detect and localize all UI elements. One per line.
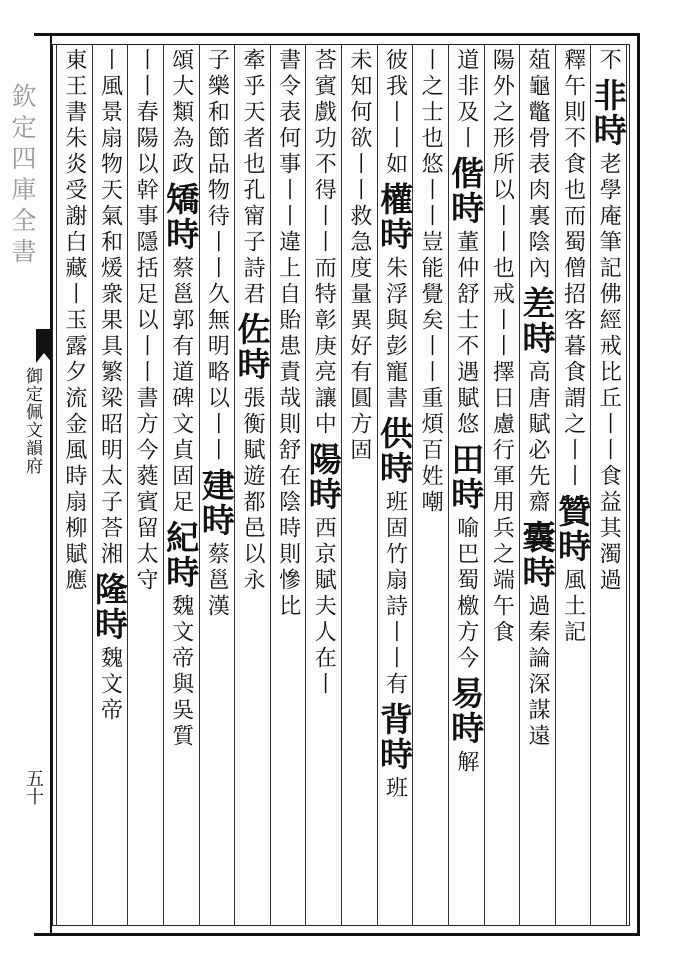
entry-text: 丨丨重煩百姓 bbox=[418, 334, 444, 490]
entry-headword: 陽時 bbox=[303, 442, 343, 512]
entry-text: 牽乎天者也孔甯子詩君 bbox=[239, 48, 265, 308]
entry-headword: 權時 bbox=[374, 182, 414, 252]
entry-text: 不 bbox=[596, 48, 622, 74]
entry-text: 慮行軍用兵之 bbox=[489, 412, 515, 568]
entry-text: 董仲舒士不遇賦悠 bbox=[453, 230, 479, 438]
entry-headword: 供時 bbox=[374, 416, 414, 486]
entry-text: 過秦論深謀遠 bbox=[524, 594, 550, 750]
text-column bbox=[51, 48, 97, 918]
entry-text: 固 bbox=[346, 438, 372, 464]
entry-text: 丨丨春陽 bbox=[133, 48, 159, 152]
entry-headword: 偕時 bbox=[446, 156, 486, 226]
book-title: 御定佩文韻府 bbox=[22, 367, 42, 475]
entry-text: 風土記 bbox=[560, 568, 586, 646]
entry-text: 班 bbox=[382, 776, 408, 802]
entry-text: 張衡賦遊都邑以永 bbox=[239, 386, 265, 594]
entry-text: 蔡邕漢 bbox=[204, 542, 230, 620]
entry-text: 荅賓戲功不得丨丨而特彰庚亮讓中 bbox=[311, 48, 337, 438]
entry-text: 留太守 bbox=[133, 516, 159, 594]
entry-text: 則舒在陰時則慘比 bbox=[275, 412, 301, 620]
page-number: 五十 bbox=[23, 769, 44, 805]
entry-headword: 背時 bbox=[374, 702, 414, 772]
entry-headword: 矯時 bbox=[161, 182, 201, 252]
entry-text: 葅龜鼈骨表肉裏陰內 bbox=[524, 48, 550, 282]
entry-text: 頌大類為政 bbox=[168, 48, 194, 178]
entry-text: 端午食 bbox=[489, 568, 515, 646]
entry-text: 老學庵筆記佛經戒比丘丨丨食益其濁過 bbox=[596, 152, 622, 594]
entry-text: 道非及丨 bbox=[453, 48, 479, 152]
entry-text: 彼我丨丨如 bbox=[382, 48, 408, 178]
entry-text: 朱浮與彭寵書 bbox=[382, 256, 408, 412]
entry-text: 解 bbox=[453, 750, 479, 776]
entry-headword: 紀時 bbox=[161, 520, 201, 590]
entry-text: 悠丨丨豈能覺矣 bbox=[418, 152, 444, 334]
entry-text: 未知何 bbox=[346, 48, 372, 126]
entry-text: 午則不食也而蜀僧招客暮食謂之丨丨 bbox=[560, 74, 586, 490]
entry-text: 釋 bbox=[560, 48, 586, 74]
entry-text: 高唐賦必先齋 bbox=[524, 360, 550, 516]
entry-text: 東王書朱炎受謝白藏丨玉露夕流金風時扇 bbox=[61, 48, 87, 516]
entry-text: 魏文帝與吳質 bbox=[168, 594, 194, 750]
entry-headword: 易時 bbox=[446, 676, 486, 746]
entry-headword: 差時 bbox=[517, 286, 557, 356]
entry-text: 子樂和節品物待丨丨 bbox=[204, 48, 230, 282]
entry-text: 西京賦夫人在丨 bbox=[311, 516, 337, 698]
entry-text: 欲丨丨救急 bbox=[346, 126, 372, 256]
entry-text: 久無明略以丨丨 bbox=[204, 282, 230, 464]
entry-text: 戒丨丨擇日 bbox=[489, 282, 515, 412]
entry-text: 書令表何事丨丨違上自貽患責哉 bbox=[275, 48, 301, 412]
entry-headword: 田時 bbox=[446, 442, 486, 512]
entry-headword: 建時 bbox=[196, 468, 236, 538]
entry-text: 丨之士也 bbox=[418, 48, 444, 152]
entry-text: 書方今蕤賓 bbox=[133, 386, 159, 516]
entry-text: 柳賦應 bbox=[61, 516, 87, 594]
entry-headword: 囊時 bbox=[517, 520, 557, 590]
entry-text: 嘲 bbox=[418, 490, 444, 516]
entry-text: 陽外之形所以丨丨也 bbox=[489, 48, 515, 282]
entry-text: 喻巴蜀檄方今 bbox=[453, 516, 479, 672]
entry-text: 蔡邕郭有道碑文貞固足 bbox=[168, 256, 194, 516]
collection-title: 欽定四庫全書 bbox=[8, 83, 37, 269]
entry-headword: 佐時 bbox=[232, 312, 272, 382]
entry-text: 度量異好有圓方 bbox=[346, 256, 372, 438]
entry-headword: 非時 bbox=[588, 78, 628, 148]
entry-text: 丨風景扇物天氣和煖衆果具繁梁昭明太子荅湘 bbox=[97, 48, 123, 568]
entry-headword: 隆時 bbox=[89, 572, 129, 642]
entry-text: 班固竹扇詩丨丨有 bbox=[382, 490, 408, 698]
entry-text: 魏文帝 bbox=[97, 646, 123, 724]
entry-headword: 贊時 bbox=[553, 494, 593, 564]
entry-text: 以幹事隱括足以丨丨 bbox=[133, 152, 159, 386]
